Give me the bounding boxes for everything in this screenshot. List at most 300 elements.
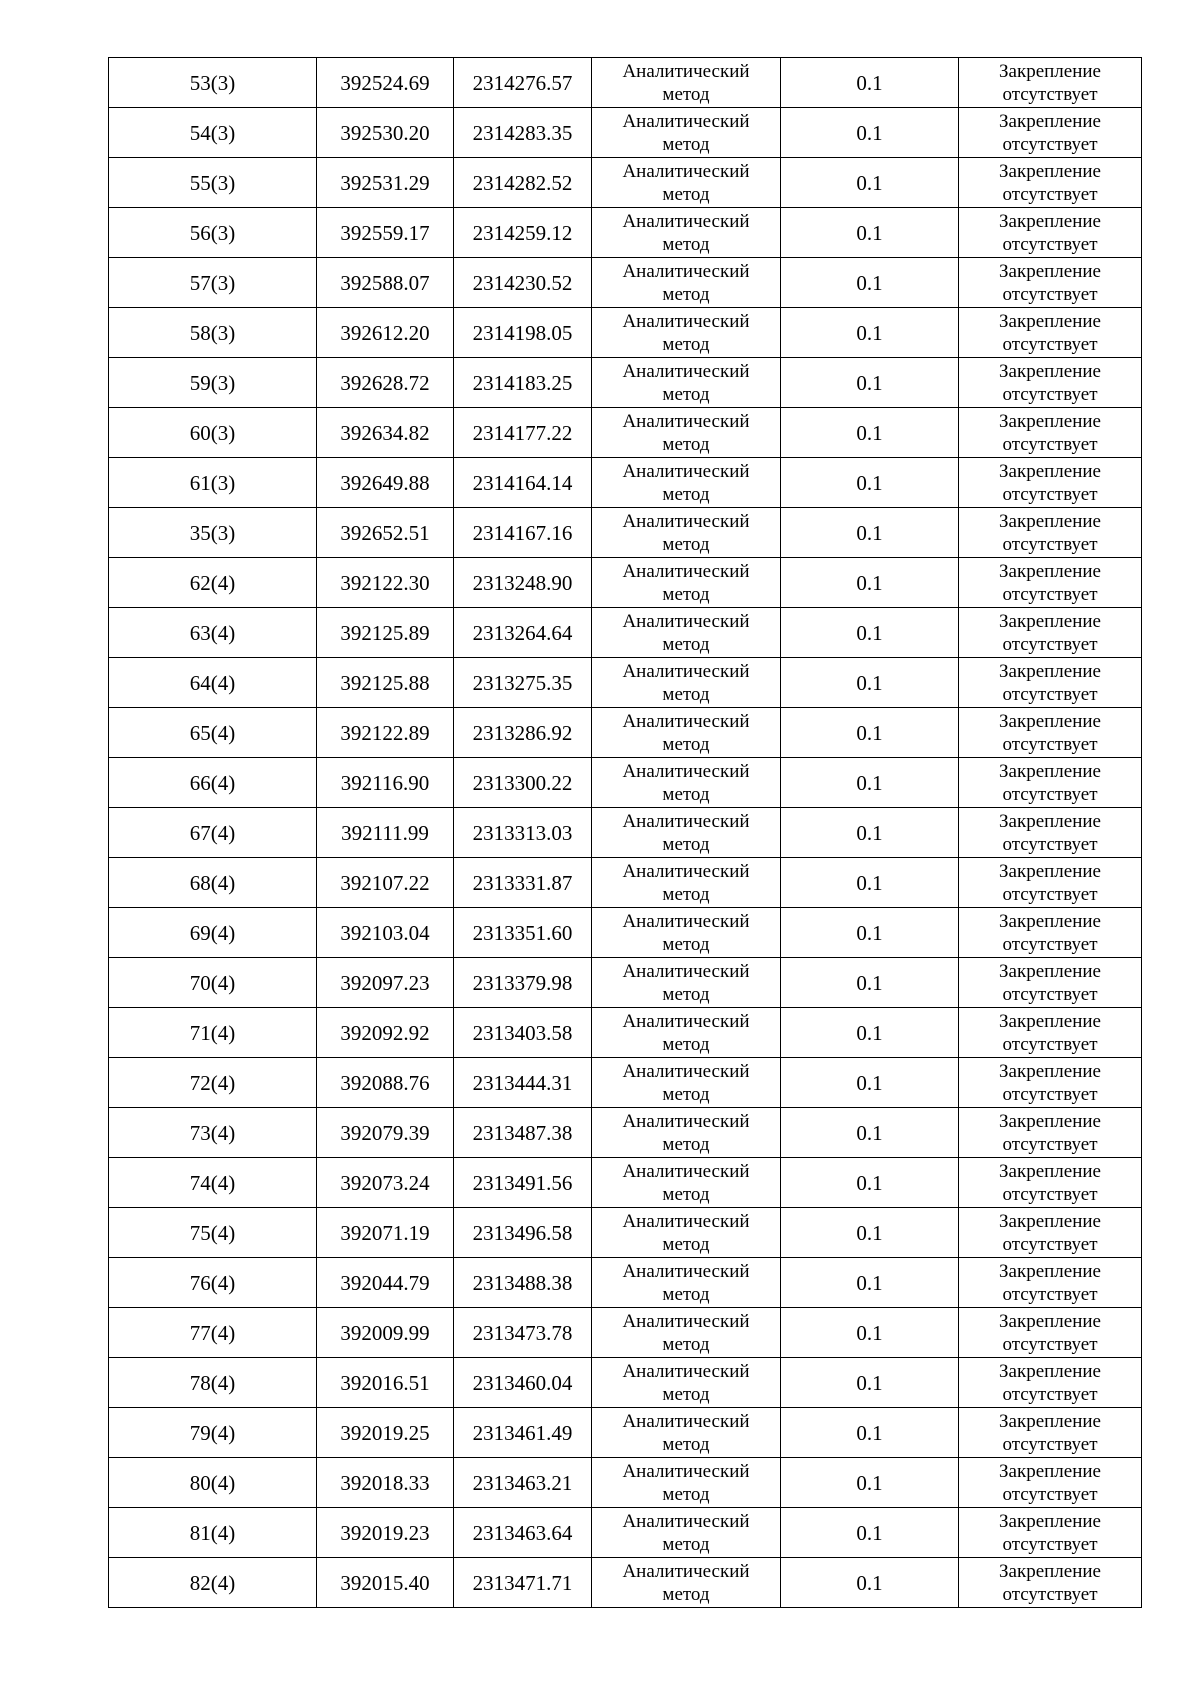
method-cell-line-2: метод: [662, 83, 710, 105]
method-cell: [592, 1008, 781, 1058]
method-cell-line-2: метод: [662, 1433, 710, 1455]
fixing-cell-line-1: Закрепление: [999, 60, 1101, 82]
method-cell: [592, 458, 781, 508]
point-id-cell: 68(4): [109, 858, 317, 908]
y-coordinate-cell: 2313313.03: [454, 808, 592, 858]
method-cell: [592, 608, 781, 658]
fixing-cell-line-2: отсутствует: [1002, 1033, 1098, 1055]
method-cell: [592, 408, 781, 458]
accuracy-cell: 0.1: [781, 1558, 959, 1608]
method-cell-line-1: Аналитический: [622, 1260, 750, 1282]
accuracy-cell: 0.1: [781, 158, 959, 208]
accuracy-cell: 0.1: [781, 308, 959, 358]
x-coordinate-cell: 392652.51: [317, 508, 454, 558]
method-cell-line-1: Аналитический: [622, 110, 750, 132]
fixing-cell-line-2: отсутствует: [1002, 1183, 1098, 1205]
fixing-cell-line-1: Закрепление: [999, 510, 1101, 532]
method-cell-line-2: метод: [662, 533, 710, 555]
method-cell-line-1: Аналитический: [622, 1510, 750, 1532]
fixing-cell: [959, 958, 1142, 1008]
accuracy-cell: 0.1: [781, 1508, 959, 1558]
y-coordinate-cell: 2313491.56: [454, 1158, 592, 1208]
fixing-cell-line-2: отсутствует: [1002, 733, 1098, 755]
method-cell-line-1: Аналитический: [622, 1110, 750, 1132]
fixing-cell: [959, 1408, 1142, 1458]
method-cell-line-1: Аналитический: [622, 660, 750, 682]
x-coordinate-cell: 392122.30: [317, 558, 454, 608]
fixing-cell-line-1: Закрепление: [999, 1310, 1101, 1332]
fixing-cell-line-2: отсутствует: [1002, 933, 1098, 955]
method-cell: [592, 1358, 781, 1408]
fixing-cell-line-2: отсутствует: [1002, 383, 1098, 405]
accuracy-cell: 0.1: [781, 658, 959, 708]
accuracy-cell: 0.1: [781, 558, 959, 608]
method-cell: [592, 1158, 781, 1208]
table-row: [109, 258, 1142, 308]
x-coordinate-cell: 392044.79: [317, 1258, 454, 1308]
method-cell-line-2: метод: [662, 233, 710, 255]
coordinates-table-body: [109, 58, 1142, 1608]
fixing-cell-line-2: отсутствует: [1002, 883, 1098, 905]
accuracy-cell: 0.1: [781, 808, 959, 858]
accuracy-cell: 0.1: [781, 1058, 959, 1108]
fixing-cell-line-2: отсутствует: [1002, 83, 1098, 105]
method-cell-line-2: метод: [662, 1583, 710, 1605]
method-cell: [592, 1408, 781, 1458]
fixing-cell-line-2: отсутствует: [1002, 233, 1098, 255]
x-coordinate-cell: 392524.69: [317, 58, 454, 108]
method-cell: [592, 508, 781, 558]
x-coordinate-cell: 392628.72: [317, 358, 454, 408]
x-coordinate-cell: 392071.19: [317, 1208, 454, 1258]
fixing-cell-line-1: Закрепление: [999, 710, 1101, 732]
fixing-cell-line-2: отсутствует: [1002, 1233, 1098, 1255]
point-id-cell: 75(4): [109, 1208, 317, 1258]
fixing-cell-line-2: отсутствует: [1002, 583, 1098, 605]
fixing-cell: [959, 108, 1142, 158]
method-cell-line-1: Аналитический: [622, 1560, 750, 1582]
method-cell: [592, 358, 781, 408]
method-cell: [592, 1308, 781, 1358]
fixing-cell: [959, 358, 1142, 408]
method-cell-line-2: метод: [662, 583, 710, 605]
method-cell-line-1: Аналитический: [622, 510, 750, 532]
fixing-cell-line-1: Закрепление: [999, 310, 1101, 332]
x-coordinate-cell: 392530.20: [317, 108, 454, 158]
method-cell-line-2: метод: [662, 283, 710, 305]
method-cell-line-1: Аналитический: [622, 860, 750, 882]
fixing-cell-line-2: отсутствует: [1002, 483, 1098, 505]
table-row: [109, 408, 1142, 458]
fixing-cell: [959, 258, 1142, 308]
method-cell-line-2: метод: [662, 1283, 710, 1305]
fixing-cell: [959, 1358, 1142, 1408]
point-id-cell: 76(4): [109, 1258, 317, 1308]
method-cell: [592, 558, 781, 608]
y-coordinate-cell: 2314183.25: [454, 358, 592, 408]
fixing-cell-line-1: Закрепление: [999, 610, 1101, 632]
table-row: [109, 808, 1142, 858]
coordinates-table: [108, 57, 1142, 1608]
fixing-cell: [959, 858, 1142, 908]
method-cell-line-2: метод: [662, 733, 710, 755]
fixing-cell-line-1: Закрепление: [999, 760, 1101, 782]
fixing-cell: [959, 608, 1142, 658]
method-cell-line-2: метод: [662, 933, 710, 955]
point-id-cell: 53(3): [109, 58, 317, 108]
point-id-cell: 80(4): [109, 1458, 317, 1508]
accuracy-cell: 0.1: [781, 608, 959, 658]
point-id-cell: 81(4): [109, 1508, 317, 1558]
y-coordinate-cell: 2313461.49: [454, 1408, 592, 1458]
x-coordinate-cell: 392122.89: [317, 708, 454, 758]
fixing-cell-line-2: отсутствует: [1002, 333, 1098, 355]
fixing-cell-line-1: Закрепление: [999, 1560, 1101, 1582]
method-cell-line-2: метод: [662, 1083, 710, 1105]
method-cell-line-1: Аналитический: [622, 1410, 750, 1432]
method-cell-line-1: Аналитический: [622, 1060, 750, 1082]
method-cell: [592, 1558, 781, 1608]
fixing-cell: [959, 1208, 1142, 1258]
y-coordinate-cell: 2314276.57: [454, 58, 592, 108]
table-row: [109, 1458, 1142, 1508]
fixing-cell-line-1: Закрепление: [999, 460, 1101, 482]
method-cell-line-1: Аналитический: [622, 210, 750, 232]
fixing-cell-line-2: отсутствует: [1002, 633, 1098, 655]
x-coordinate-cell: 392019.23: [317, 1508, 454, 1558]
method-cell: [592, 208, 781, 258]
method-cell-line-1: Аналитический: [622, 160, 750, 182]
table-row: [109, 58, 1142, 108]
fixing-cell-line-2: отсутствует: [1002, 533, 1098, 555]
y-coordinate-cell: 2314283.35: [454, 108, 592, 158]
method-cell-line-1: Аналитический: [622, 1460, 750, 1482]
fixing-cell-line-2: отсутствует: [1002, 1133, 1098, 1155]
fixing-cell-line-2: отсутствует: [1002, 283, 1098, 305]
fixing-cell-line-1: Закрепление: [999, 910, 1101, 932]
table-row: [109, 1008, 1142, 1058]
y-coordinate-cell: 2313275.35: [454, 658, 592, 708]
fixing-cell: [959, 58, 1142, 108]
method-cell: [592, 1508, 781, 1558]
fixing-cell-line-2: отсутствует: [1002, 983, 1098, 1005]
x-coordinate-cell: 392559.17: [317, 208, 454, 258]
method-cell-line-1: Аналитический: [622, 360, 750, 382]
y-coordinate-cell: 2314167.16: [454, 508, 592, 558]
method-cell-line-1: Аналитический: [622, 1010, 750, 1032]
fixing-cell-line-1: Закрепление: [999, 1060, 1101, 1082]
x-coordinate-cell: 392634.82: [317, 408, 454, 458]
x-coordinate-cell: 392079.39: [317, 1108, 454, 1158]
y-coordinate-cell: 2313473.78: [454, 1308, 592, 1358]
method-cell-line-2: метод: [662, 333, 710, 355]
accuracy-cell: 0.1: [781, 858, 959, 908]
fixing-cell-line-1: Закрепление: [999, 210, 1101, 232]
fixing-cell-line-1: Закрепление: [999, 1210, 1101, 1232]
point-id-cell: 73(4): [109, 1108, 317, 1158]
point-id-cell: 61(3): [109, 458, 317, 508]
fixing-cell-line-2: отсутствует: [1002, 833, 1098, 855]
y-coordinate-cell: 2313379.98: [454, 958, 592, 1008]
method-cell-line-1: Аналитический: [622, 710, 750, 732]
accuracy-cell: 0.1: [781, 1008, 959, 1058]
method-cell-line-1: Аналитический: [622, 610, 750, 632]
method-cell: [592, 758, 781, 808]
point-id-cell: 66(4): [109, 758, 317, 808]
accuracy-cell: 0.1: [781, 708, 959, 758]
accuracy-cell: 0.1: [781, 1108, 959, 1158]
y-coordinate-cell: 2313487.38: [454, 1108, 592, 1158]
table-row: [109, 508, 1142, 558]
method-cell: [592, 258, 781, 308]
x-coordinate-cell: 392588.07: [317, 258, 454, 308]
fixing-cell-line-1: Закрепление: [999, 1010, 1101, 1032]
method-cell: [592, 958, 781, 1008]
point-id-cell: 78(4): [109, 1358, 317, 1408]
method-cell-line-1: Аналитический: [622, 260, 750, 282]
table-row: [109, 1508, 1142, 1558]
table-row: [109, 1108, 1142, 1158]
method-cell-line-2: метод: [662, 1183, 710, 1205]
fixing-cell-line-2: отсутствует: [1002, 433, 1098, 455]
fixing-cell: [959, 508, 1142, 558]
fixing-cell-line-2: отсутствует: [1002, 783, 1098, 805]
method-cell: [592, 1458, 781, 1508]
x-coordinate-cell: 392019.25: [317, 1408, 454, 1458]
fixing-cell: [959, 1008, 1142, 1058]
fixing-cell: [959, 1058, 1142, 1108]
x-coordinate-cell: 392531.29: [317, 158, 454, 208]
method-cell: [592, 308, 781, 358]
method-cell-line-1: Аналитический: [622, 1210, 750, 1232]
method-cell: [592, 658, 781, 708]
fixing-cell-line-1: Закрепление: [999, 260, 1101, 282]
method-cell: [592, 858, 781, 908]
y-coordinate-cell: 2313286.92: [454, 708, 592, 758]
method-cell: [592, 1258, 781, 1308]
fixing-cell-line-1: Закрепление: [999, 960, 1101, 982]
point-id-cell: 57(3): [109, 258, 317, 308]
fixing-cell-line-2: отсутствует: [1002, 1383, 1098, 1405]
fixing-cell-line-1: Закрепление: [999, 860, 1101, 882]
x-coordinate-cell: 392111.99: [317, 808, 454, 858]
point-id-cell: 77(4): [109, 1308, 317, 1358]
fixing-cell-line-2: отсутствует: [1002, 183, 1098, 205]
accuracy-cell: 0.1: [781, 108, 959, 158]
method-cell: [592, 108, 781, 158]
y-coordinate-cell: 2313460.04: [454, 1358, 592, 1408]
method-cell-line-2: метод: [662, 133, 710, 155]
x-coordinate-cell: 392088.76: [317, 1058, 454, 1108]
fixing-cell-line-2: отсутствует: [1002, 1483, 1098, 1505]
x-coordinate-cell: 392103.04: [317, 908, 454, 958]
accuracy-cell: 0.1: [781, 1208, 959, 1258]
fixing-cell-line-2: отсутствует: [1002, 683, 1098, 705]
method-cell: [592, 808, 781, 858]
point-id-cell: 67(4): [109, 808, 317, 858]
table-row: [109, 858, 1142, 908]
fixing-cell-line-1: Закрепление: [999, 660, 1101, 682]
table-row: [109, 1058, 1142, 1108]
fixing-cell: [959, 1458, 1142, 1508]
method-cell-line-1: Аналитический: [622, 1160, 750, 1182]
table-row: [109, 1408, 1142, 1458]
point-id-cell: 65(4): [109, 708, 317, 758]
point-id-cell: 58(3): [109, 308, 317, 358]
point-id-cell: 56(3): [109, 208, 317, 258]
accuracy-cell: 0.1: [781, 1158, 959, 1208]
fixing-cell-line-1: Закрепление: [999, 1460, 1101, 1482]
method-cell-line-1: Аналитический: [622, 760, 750, 782]
fixing-cell-line-1: Закрепление: [999, 1360, 1101, 1382]
method-cell-line-1: Аналитический: [622, 410, 750, 432]
point-id-cell: 59(3): [109, 358, 317, 408]
point-id-cell: 74(4): [109, 1158, 317, 1208]
fixing-cell: [959, 1158, 1142, 1208]
fixing-cell: [959, 208, 1142, 258]
y-coordinate-cell: 2313463.64: [454, 1508, 592, 1558]
method-cell-line-2: метод: [662, 633, 710, 655]
method-cell-line-1: Аналитический: [622, 1360, 750, 1382]
method-cell-line-2: метод: [662, 983, 710, 1005]
y-coordinate-cell: 2314164.14: [454, 458, 592, 508]
table-row: [109, 708, 1142, 758]
y-coordinate-cell: 2313351.60: [454, 908, 592, 958]
table-row: [109, 208, 1142, 258]
x-coordinate-cell: 392612.20: [317, 308, 454, 358]
accuracy-cell: 0.1: [781, 908, 959, 958]
method-cell: [592, 1208, 781, 1258]
fixing-cell: [959, 458, 1142, 508]
y-coordinate-cell: 2313403.58: [454, 1008, 592, 1058]
fixing-cell-line-1: Закрепление: [999, 110, 1101, 132]
fixing-cell: [959, 558, 1142, 608]
fixing-cell: [959, 1108, 1142, 1158]
x-coordinate-cell: 392125.88: [317, 658, 454, 708]
fixing-cell-line-1: Закрепление: [999, 360, 1101, 382]
x-coordinate-cell: 392107.22: [317, 858, 454, 908]
table-row: [109, 458, 1142, 508]
table-row: [109, 1158, 1142, 1208]
point-id-cell: 35(3): [109, 508, 317, 558]
fixing-cell-line-1: Закрепление: [999, 560, 1101, 582]
fixing-cell: [959, 908, 1142, 958]
x-coordinate-cell: 392092.92: [317, 1008, 454, 1058]
accuracy-cell: 0.1: [781, 358, 959, 408]
y-coordinate-cell: 2313264.64: [454, 608, 592, 658]
y-coordinate-cell: 2313463.21: [454, 1458, 592, 1508]
method-cell-line-2: метод: [662, 1133, 710, 1155]
fixing-cell: [959, 658, 1142, 708]
method-cell: [592, 1108, 781, 1158]
table-row: [109, 958, 1142, 1008]
y-coordinate-cell: 2314177.22: [454, 408, 592, 458]
fixing-cell-line-1: Закрепление: [999, 160, 1101, 182]
table-row: [109, 358, 1142, 408]
method-cell-line-1: Аналитический: [622, 460, 750, 482]
method-cell-line-2: метод: [662, 1383, 710, 1405]
method-cell-line-1: Аналитический: [622, 560, 750, 582]
x-coordinate-cell: 392073.24: [317, 1158, 454, 1208]
method-cell-line-2: метод: [662, 1533, 710, 1555]
point-id-cell: 69(4): [109, 908, 317, 958]
fixing-cell-line-2: отсутствует: [1002, 1533, 1098, 1555]
method-cell-line-2: метод: [662, 833, 710, 855]
fixing-cell: [959, 1558, 1142, 1608]
y-coordinate-cell: 2313444.31: [454, 1058, 592, 1108]
method-cell: [592, 58, 781, 108]
accuracy-cell: 0.1: [781, 1308, 959, 1358]
method-cell-line-2: метод: [662, 1033, 710, 1055]
fixing-cell-line-2: отсутствует: [1002, 1283, 1098, 1305]
table-row: [109, 308, 1142, 358]
table-row: [109, 108, 1142, 158]
accuracy-cell: 0.1: [781, 1408, 959, 1458]
method-cell-line-2: метод: [662, 1483, 710, 1505]
table-row: [109, 1208, 1142, 1258]
x-coordinate-cell: 392125.89: [317, 608, 454, 658]
accuracy-cell: 0.1: [781, 1258, 959, 1308]
accuracy-cell: 0.1: [781, 408, 959, 458]
method-cell: [592, 708, 781, 758]
method-cell-line-2: метод: [662, 683, 710, 705]
method-cell: [592, 908, 781, 958]
x-coordinate-cell: 392016.51: [317, 1358, 454, 1408]
table-row: [109, 1308, 1142, 1358]
fixing-cell: [959, 1308, 1142, 1358]
fixing-cell: [959, 1508, 1142, 1558]
method-cell-line-1: Аналитический: [622, 310, 750, 332]
y-coordinate-cell: 2313331.87: [454, 858, 592, 908]
point-id-cell: 55(3): [109, 158, 317, 208]
y-coordinate-cell: 2314282.52: [454, 158, 592, 208]
table-row: [109, 758, 1142, 808]
x-coordinate-cell: 392018.33: [317, 1458, 454, 1508]
fixing-cell-line-2: отсутствует: [1002, 1333, 1098, 1355]
method-cell-line-1: Аналитический: [622, 1310, 750, 1332]
y-coordinate-cell: 2313248.90: [454, 558, 592, 608]
table-row: [109, 608, 1142, 658]
method-cell-line-1: Аналитический: [622, 960, 750, 982]
accuracy-cell: 0.1: [781, 458, 959, 508]
point-id-cell: 64(4): [109, 658, 317, 708]
fixing-cell-line-2: отсутствует: [1002, 1583, 1098, 1605]
method-cell-line-1: Аналитический: [622, 910, 750, 932]
point-id-cell: 72(4): [109, 1058, 317, 1108]
point-id-cell: 82(4): [109, 1558, 317, 1608]
point-id-cell: 70(4): [109, 958, 317, 1008]
point-id-cell: 60(3): [109, 408, 317, 458]
point-id-cell: 62(4): [109, 558, 317, 608]
table-row: [109, 1358, 1142, 1408]
accuracy-cell: 0.1: [781, 508, 959, 558]
point-id-cell: 71(4): [109, 1008, 317, 1058]
x-coordinate-cell: 392097.23: [317, 958, 454, 1008]
accuracy-cell: 0.1: [781, 58, 959, 108]
y-coordinate-cell: 2313496.58: [454, 1208, 592, 1258]
table-row: [109, 558, 1142, 608]
y-coordinate-cell: 2313471.71: [454, 1558, 592, 1608]
fixing-cell-line-1: Закрепление: [999, 1110, 1101, 1132]
method-cell-line-1: Аналитический: [622, 60, 750, 82]
method-cell-line-2: метод: [662, 1233, 710, 1255]
fixing-cell: [959, 758, 1142, 808]
fixing-cell: [959, 708, 1142, 758]
point-id-cell: 63(4): [109, 608, 317, 658]
x-coordinate-cell: 392116.90: [317, 758, 454, 808]
method-cell-line-2: метод: [662, 433, 710, 455]
method-cell-line-2: метод: [662, 183, 710, 205]
